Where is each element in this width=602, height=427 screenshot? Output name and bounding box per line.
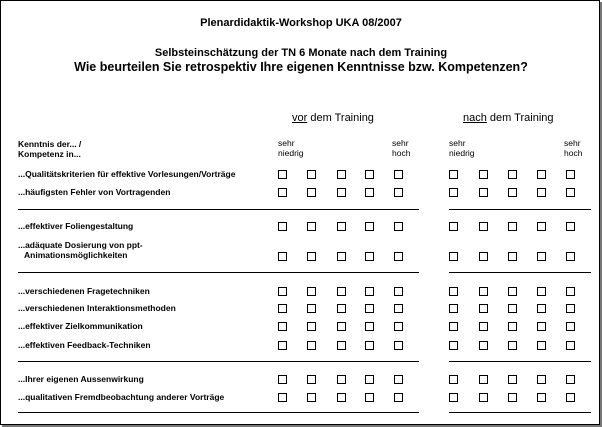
item-label — [18, 303, 176, 313]
rating-after-checkbox[interactable] — [449, 375, 458, 384]
rating-after-checkbox[interactable] — [508, 393, 517, 402]
rating-before-checkbox[interactable] — [365, 341, 374, 350]
item-label-line: ...Qualitätskriterien für effektive Vorlesungen/Vorträge — [18, 169, 236, 179]
rating-before-checkbox[interactable] — [394, 287, 403, 296]
rating-after-checkbox[interactable] — [449, 170, 458, 179]
column-group-after — [463, 112, 554, 124]
rating-before-checkbox[interactable] — [337, 375, 346, 384]
rating-after-checkbox[interactable] — [479, 170, 488, 179]
item-label-line: ...effektiven Feedback-Techniken — [18, 340, 151, 350]
rating-before-checkbox[interactable] — [394, 304, 403, 313]
rating-before-checkbox[interactable] — [278, 322, 287, 331]
rating-before-checkbox[interactable] — [394, 322, 403, 331]
rating-before-checkbox[interactable] — [337, 188, 346, 197]
rating-after-checkbox[interactable] — [479, 252, 488, 261]
main-question: Wie beurteilen Sie retrospektiv Ihre eigenen Kenntnisse bzw. Kompetenzen? — [74, 60, 528, 74]
rating-after-checkbox[interactable] — [479, 375, 488, 384]
rating-after-checkbox[interactable] — [508, 188, 517, 197]
row-header — [18, 139, 81, 159]
rating-before-checkbox[interactable] — [337, 252, 346, 261]
scale-low-line1: sehr — [278, 138, 295, 148]
rating-after-checkbox[interactable] — [449, 304, 458, 313]
item-label — [18, 321, 143, 331]
item-label — [18, 187, 170, 197]
rating-before-checkbox[interactable] — [307, 304, 316, 313]
rating-before-checkbox[interactable] — [307, 188, 316, 197]
section-divider — [18, 209, 419, 210]
rating-before-checkbox[interactable] — [394, 393, 403, 402]
rating-after-checkbox[interactable] — [449, 322, 458, 331]
rating-before-checkbox[interactable] — [337, 322, 346, 331]
section-divider — [18, 361, 419, 362]
column-after-prefix: nach — [463, 112, 487, 124]
scale-low-line2: niedrig — [278, 148, 304, 158]
item-label — [18, 169, 235, 179]
rating-before-checkbox[interactable] — [394, 222, 403, 231]
rating-after-checkbox[interactable] — [566, 287, 575, 296]
rating-after-checkbox[interactable] — [508, 322, 517, 331]
rating-before-checkbox[interactable] — [394, 188, 403, 197]
rating-before-checkbox[interactable] — [365, 287, 374, 296]
rating-after-checkbox[interactable] — [449, 222, 458, 231]
rating-after-checkbox[interactable] — [537, 287, 546, 296]
rating-before-checkbox[interactable] — [307, 287, 316, 296]
scale-low-line2: niedrig — [449, 148, 475, 158]
scale-high-line1: sehr — [564, 138, 581, 148]
rating-after-checkbox[interactable] — [479, 322, 488, 331]
rating-before-checkbox[interactable] — [365, 322, 374, 331]
rating-after-checkbox[interactable] — [508, 252, 517, 261]
rating-before-checkbox[interactable] — [394, 170, 403, 179]
row-header-line2: Kompetenz in... — [18, 149, 81, 159]
rating-before-checkbox[interactable] — [337, 287, 346, 296]
rating-after-checkbox[interactable] — [566, 304, 575, 313]
rating-after-checkbox[interactable] — [449, 188, 458, 197]
rating-before-checkbox[interactable] — [337, 393, 346, 402]
column-after-suffix: dem Training — [486, 112, 554, 124]
rating-after-checkbox[interactable] — [566, 341, 575, 350]
rating-before-checkbox[interactable] — [307, 252, 316, 261]
rating-after-checkbox[interactable] — [449, 341, 458, 350]
column-group-before — [292, 112, 374, 124]
rating-before-checkbox[interactable] — [307, 341, 316, 350]
rating-after-checkbox[interactable] — [537, 170, 546, 179]
rating-after-checkbox[interactable] — [479, 393, 488, 402]
rating-before-checkbox[interactable] — [337, 341, 346, 350]
rating-before-checkbox[interactable] — [365, 393, 374, 402]
rating-after-checkbox[interactable] — [537, 322, 546, 331]
rating-before-checkbox[interactable] — [394, 375, 403, 384]
rating-before-checkbox[interactable] — [337, 304, 346, 313]
rating-after-checkbox[interactable] — [537, 188, 546, 197]
section-divider — [449, 209, 591, 210]
item-label-line: ...verschiedenen Interaktionsmethoden — [18, 303, 176, 313]
scale-high-line2: hoch — [392, 148, 411, 158]
rating-after-checkbox[interactable] — [566, 252, 575, 261]
item-label-line: Animationsmöglichkeiten — [24, 250, 128, 260]
section-divider — [449, 272, 591, 273]
rating-before-checkbox[interactable] — [337, 170, 346, 179]
rating-before-checkbox[interactable] — [278, 188, 287, 197]
rating-before-checkbox[interactable] — [307, 322, 316, 331]
page-subtitle: Selbsteinschätzung der TN 6 Monate nach dem Training — [154, 47, 448, 59]
rating-before-checkbox[interactable] — [278, 170, 287, 179]
section-divider — [449, 412, 591, 413]
rating-after-checkbox[interactable] — [537, 375, 546, 384]
rating-after-checkbox[interactable] — [449, 287, 458, 296]
rating-before-checkbox[interactable] — [307, 375, 316, 384]
item-label-line: ...qualitativen Fremdbeobachtung anderer Vorträge — [18, 392, 225, 402]
item-label — [18, 286, 150, 296]
rating-after-checkbox[interactable] — [479, 304, 488, 313]
rating-before-checkbox[interactable] — [365, 188, 374, 197]
rating-after-checkbox[interactable] — [449, 252, 458, 261]
column-before-suffix: dem Training — [307, 112, 374, 124]
rating-before-checkbox[interactable] — [365, 222, 374, 231]
rating-before-checkbox[interactable] — [278, 393, 287, 402]
rating-before-checkbox[interactable] — [278, 304, 287, 313]
scale-high-before — [392, 138, 410, 158]
rating-before-checkbox[interactable] — [307, 393, 316, 402]
item-label — [18, 221, 133, 231]
item-label-line: ...verschiedenen Fragetechniken — [18, 286, 150, 296]
section-divider — [18, 412, 419, 413]
rating-before-checkbox[interactable] — [337, 222, 346, 231]
rating-after-checkbox[interactable] — [479, 287, 488, 296]
item-label-line: ...Ihrer eigenen Aussenwirkung — [18, 374, 144, 384]
rating-after-checkbox[interactable] — [566, 188, 575, 197]
page-title: Plenardidaktik-Workshop UKA 08/2007 — [200, 17, 402, 29]
rating-before-checkbox[interactable] — [307, 222, 316, 231]
rating-after-checkbox[interactable] — [566, 222, 575, 231]
rating-after-checkbox[interactable] — [537, 341, 546, 350]
rating-before-checkbox[interactable] — [307, 170, 316, 179]
rating-before-checkbox[interactable] — [394, 252, 403, 261]
item-label — [18, 392, 224, 402]
section-divider — [449, 361, 591, 362]
rating-after-checkbox[interactable] — [449, 393, 458, 402]
item-label — [18, 374, 144, 384]
rating-after-checkbox[interactable] — [508, 375, 517, 384]
rating-before-checkbox[interactable] — [278, 287, 287, 296]
rating-after-checkbox[interactable] — [537, 252, 546, 261]
item-label-line: ...effektiver Zielkommunikation — [18, 321, 143, 331]
rating-after-checkbox[interactable] — [566, 393, 575, 402]
item-label-line: ...adäquate Dosierung von ppt- — [18, 240, 143, 250]
scale-low-line1: sehr — [449, 138, 466, 148]
item-label — [18, 340, 151, 350]
scale-low-before — [278, 138, 304, 158]
rating-after-checkbox[interactable] — [537, 222, 546, 231]
rating-before-checkbox[interactable] — [278, 375, 287, 384]
section-divider — [18, 272, 419, 273]
rating-after-checkbox[interactable] — [508, 304, 517, 313]
rating-after-checkbox[interactable] — [479, 222, 488, 231]
scale-high-after — [564, 138, 582, 158]
rating-after-checkbox[interactable] — [508, 222, 517, 231]
item-label-line: ...effektiver Foliengestaltung — [18, 221, 134, 231]
rating-after-checkbox[interactable] — [479, 188, 488, 197]
rating-before-checkbox[interactable] — [365, 304, 374, 313]
rating-before-checkbox[interactable] — [365, 170, 374, 179]
rating-after-checkbox[interactable] — [566, 170, 575, 179]
rating-after-checkbox[interactable] — [537, 393, 546, 402]
rating-after-checkbox[interactable] — [566, 375, 575, 384]
rating-before-checkbox[interactable] — [365, 252, 374, 261]
item-label-line: ...häufigsten Fehler von Vortragenden — [18, 187, 171, 197]
rating-before-checkbox[interactable] — [278, 222, 287, 231]
rating-before-checkbox[interactable] — [365, 375, 374, 384]
rating-after-checkbox[interactable] — [508, 287, 517, 296]
rating-before-checkbox[interactable] — [394, 341, 403, 350]
rating-after-checkbox[interactable] — [566, 322, 575, 331]
rating-before-checkbox[interactable] — [278, 341, 287, 350]
rating-after-checkbox[interactable] — [508, 341, 517, 350]
scale-low-after — [449, 138, 475, 158]
item-label — [18, 240, 143, 260]
column-before-prefix: vor — [292, 112, 308, 124]
rating-after-checkbox[interactable] — [479, 341, 488, 350]
scale-high-line1: sehr — [392, 138, 409, 148]
rating-after-checkbox[interactable] — [537, 304, 546, 313]
scale-high-line2: hoch — [564, 148, 583, 158]
row-header-line1: Kenntnis der... / — [18, 139, 82, 149]
rating-before-checkbox[interactable] — [278, 252, 287, 261]
rating-after-checkbox[interactable] — [508, 170, 517, 179]
